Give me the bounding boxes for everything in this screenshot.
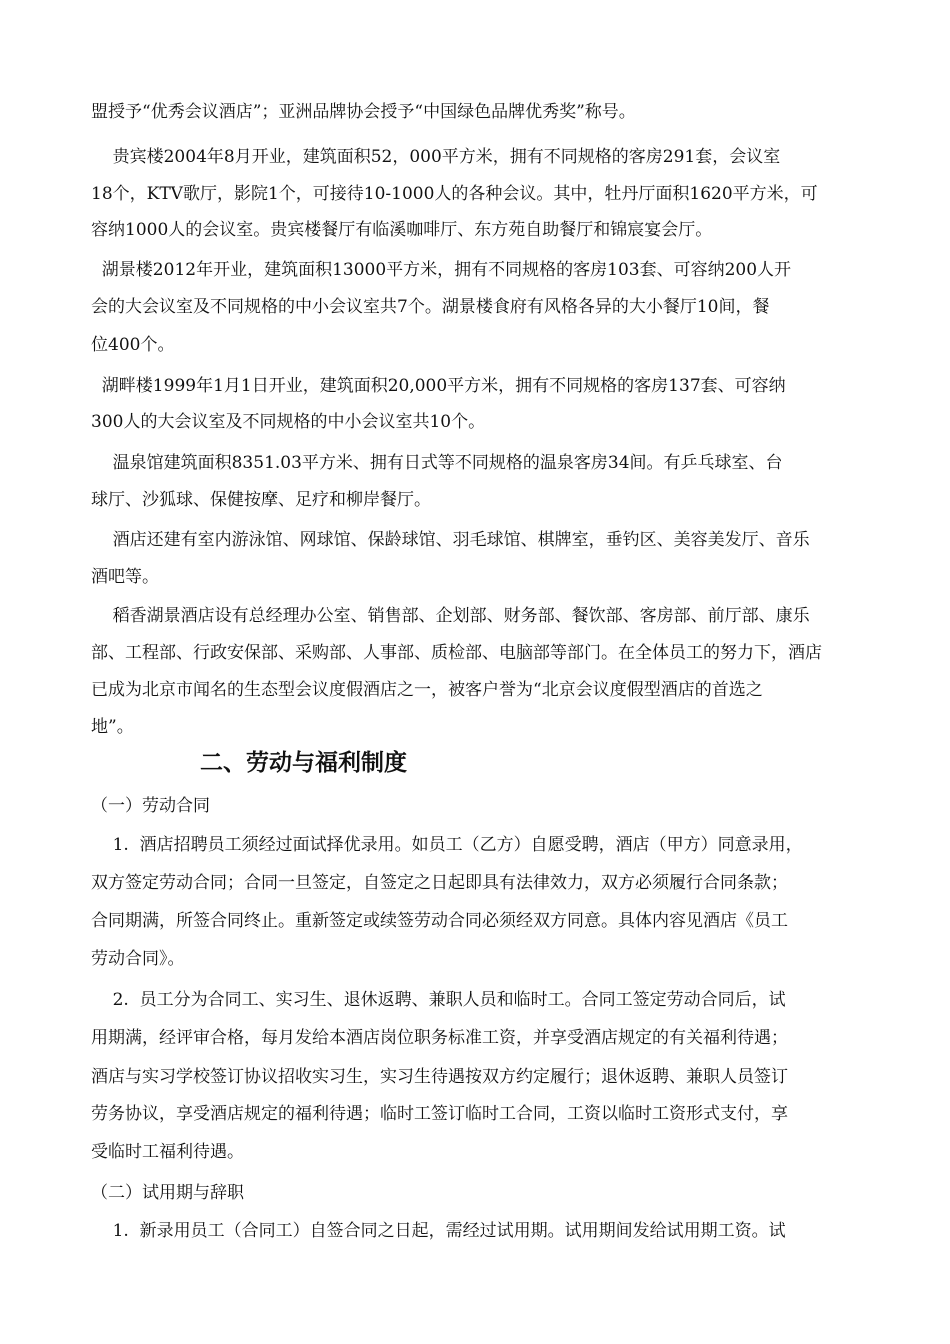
subsection-heading: （一）劳动合同 xyxy=(91,796,210,816)
body-line: 位400个。 xyxy=(91,335,175,355)
body-line: 会的大会议室及不同规格的中小会议室共7个。湖景楼食府有风格各异的大小餐厅10间，餐 xyxy=(91,297,770,317)
body-line: 已成为北京市闻名的生态型会议度假酒店之一，被客户誉为“北京会议度假型酒店的首选之 xyxy=(91,680,763,700)
body-line: 稻香湖景酒店设有总经理办公室、销售部、企划部、财务部、餐饮部、客房部、前厅部、康乐 xyxy=(91,606,810,626)
body-line: 300人的大会议室及不同规格的中小会议室共10个。 xyxy=(91,412,486,432)
body-line: 双方签定劳动合同；合同一旦签定，自签定之日起即具有法律效力，双方必须履行合同条款； xyxy=(91,873,788,893)
body-line: 酒店与实习学校签订协议招收实习生，实习生待遇按双方约定履行；退休返聘、兼职人员签订 xyxy=(91,1067,788,1087)
subsection-heading: （二）试用期与辞职 xyxy=(91,1183,244,1203)
body-line: 温泉馆建筑面积8351.03平方米、拥有日式等不同规格的温泉客房34间。有乒乓球室、台 xyxy=(91,453,783,473)
body-line: 用期满，经评审合格，每月发给本酒店岗位职务标准工资，并享受酒店规定的有关福利待遇； xyxy=(91,1028,788,1048)
body-line: 1. 新录用员工（合同工）自签合同之日起，需经过试用期。试用期间发给试用期工资。试 xyxy=(91,1221,786,1241)
body-line: 地”。 xyxy=(91,717,134,737)
body-line: 受临时工福利待遇。 xyxy=(91,1142,244,1162)
body-line: 劳务协议，享受酒店规定的福利待遇；临时工签订临时工合同，工资以临时工资形式支付，享 xyxy=(91,1104,788,1124)
section-heading: 二、劳动与福利制度 xyxy=(200,750,407,776)
body-line: 贵宾楼2004年8月开业，建筑面积52，000平方米，拥有不同规格的客房291套，会议室 xyxy=(91,147,781,167)
body-line: 1. 酒店招聘员工须经过面试择优录用。如员工（乙方）自愿受聘，酒店（甲方）同意录用， xyxy=(91,835,803,855)
body-line: 2. 员工分为合同工、实习生、退休返聘、兼职人员和临时工。合同工签定劳动合同后，试 xyxy=(91,990,786,1010)
body-line: 湖畔楼1999年1月1日开业，建筑面积20,000平方米，拥有不同规格的客房137套、可容纳 xyxy=(91,376,786,396)
body-line: 劳动合同》。 xyxy=(91,949,185,969)
body-line: 盟授予“优秀会议酒店”；亚洲品牌协会授予“中国绿色品牌优秀奖”称号。 xyxy=(91,102,636,122)
body-line: 湖景楼2012年开业，建筑面积13000平方米，拥有不同规格的客房103套、可容纳200人开 xyxy=(91,260,792,280)
body-line: 容纳1000人的会议室。贵宾楼餐厅有临溪咖啡厅、东方苑自助餐厅和锦宸宴会厅。 xyxy=(91,220,713,240)
body-line: 18个，KTV歌厅，影院1个，可接待10-1000人的各种会议。其中，牡丹厅面积1620平方米，可 xyxy=(91,184,818,204)
body-line: 酒吧等。 xyxy=(91,567,159,587)
body-line: 部、工程部、行政安保部、采购部、人事部、质检部、电脑部等部门。在全体员工的努力下，酒店 xyxy=(91,643,822,663)
body-line: 球厅、沙狐球、保健按摩、足疗和柳岸餐厅。 xyxy=(91,490,431,510)
body-line: 合同期满，所签合同终止。重新签定或续签劳动合同必须经双方同意。具体内容见酒店《员工 xyxy=(91,911,788,931)
body-line: 酒店还建有室内游泳馆、网球馆、保龄球馆、羽毛球馆、棋牌室，垂钓区、美容美发厅、音乐 xyxy=(91,530,810,550)
